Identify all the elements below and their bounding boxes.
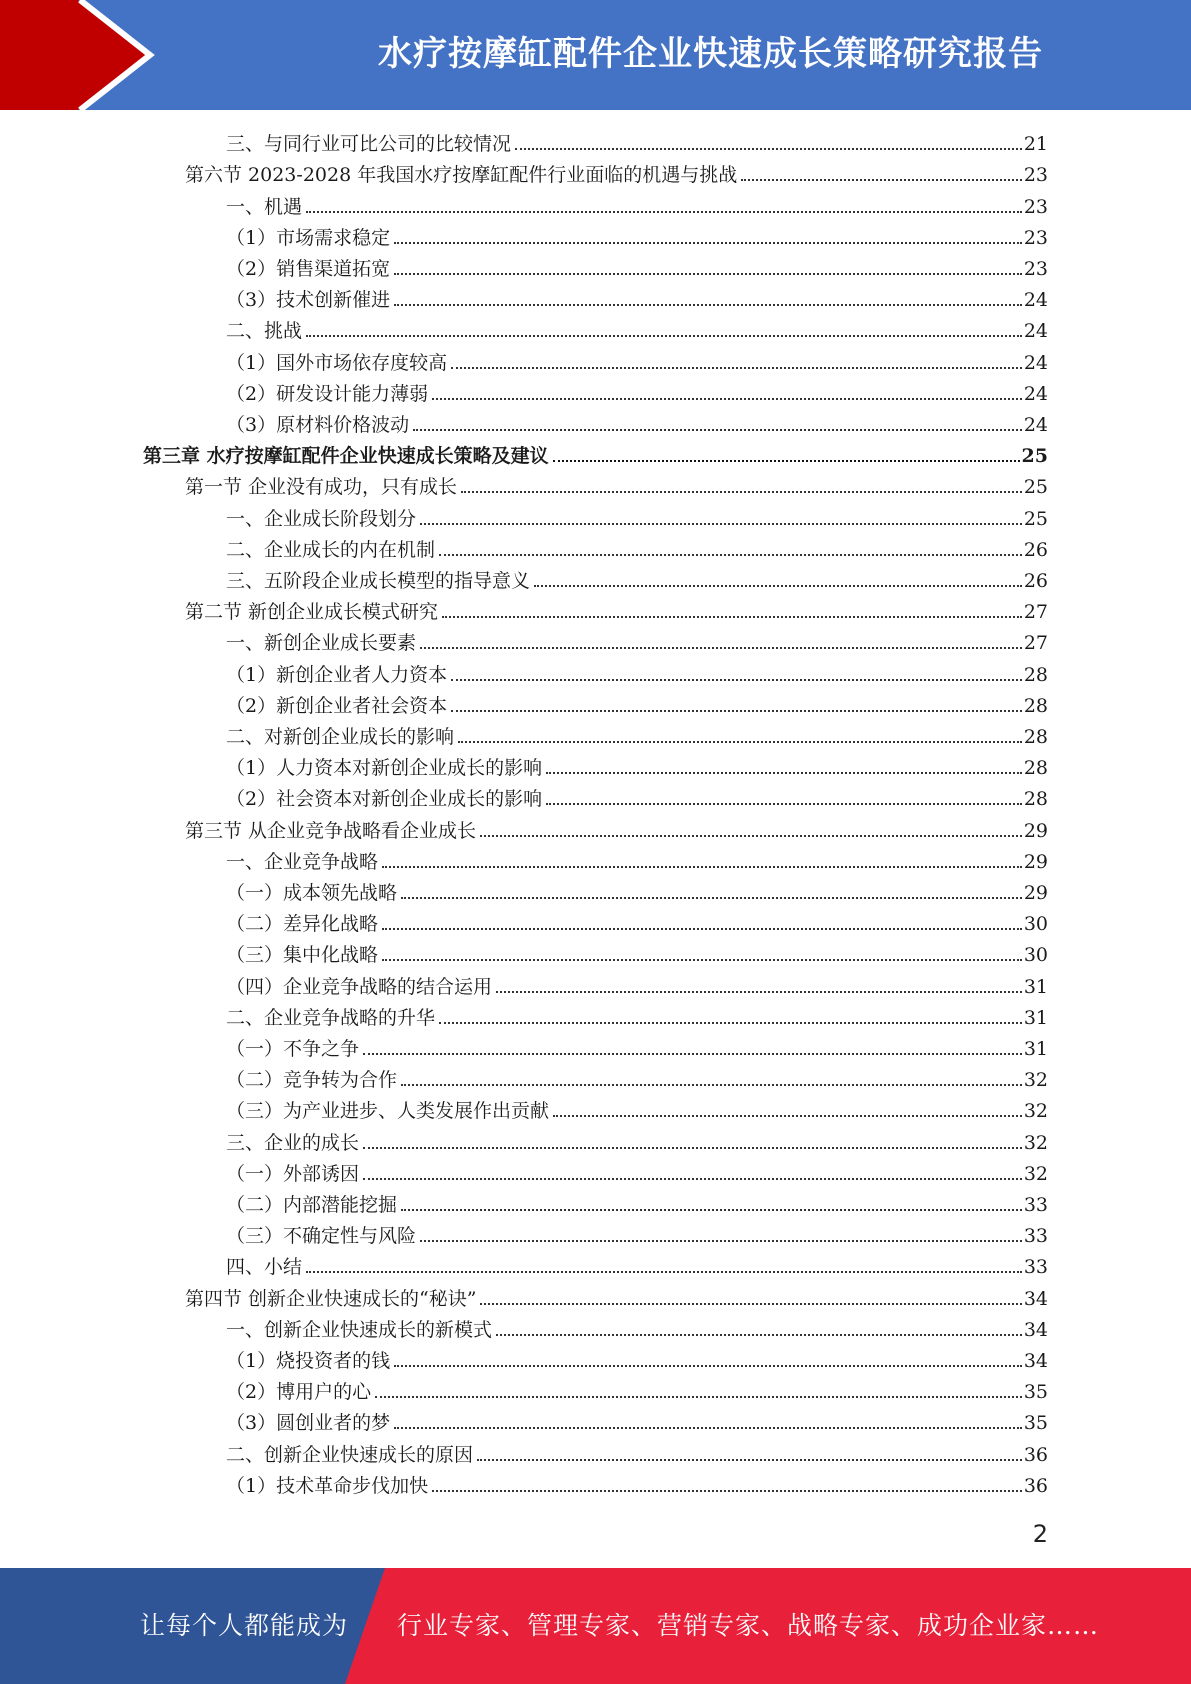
toc-entry-page: 24: [1023, 289, 1048, 312]
toc-entry-label: 二、企业竞争战略的升华: [226, 1006, 436, 1029]
toc-dot-leader: [546, 803, 1022, 805]
toc-entry-page: 36: [1023, 1474, 1048, 1497]
toc-dot-leader: [458, 741, 1022, 743]
toc-entry-page: 34: [1023, 1318, 1048, 1341]
toc-entry-label: 二、企业成长的内在机制: [226, 538, 436, 561]
toc-entry[interactable]: [226, 1220, 1048, 1251]
toc-dot-leader: [480, 835, 1022, 837]
toc-section-entry[interactable]: [185, 159, 1048, 190]
toc-entry[interactable]: [226, 908, 1048, 939]
toc-entry-label: 三、五阶段企业成长模型的指导意义: [226, 569, 531, 592]
toc-entry-label: （一）外部诱因: [226, 1162, 360, 1185]
toc-entry-label: （2）社会资本对新创企业成长的影响: [226, 788, 543, 811]
footer-slogan-right: 行业专家、管理专家、营销专家、战略专家、成功企业家……: [397, 1611, 1100, 1640]
toc-entry-label: 三、企业的成长: [226, 1131, 360, 1154]
toc-entry[interactable]: [226, 502, 1048, 533]
toc-entry-page: 32: [1023, 1069, 1048, 1092]
toc-entry-page: 24: [1023, 382, 1048, 405]
toc-dot-leader: [420, 523, 1022, 525]
toc-entry-label: （1）新创企业者人力资本: [226, 663, 448, 686]
toc-dot-leader: [439, 1022, 1022, 1024]
toc-entry-label: （二）内部潜能挖掘: [226, 1193, 398, 1216]
toc-entry-label: 四、小结: [226, 1256, 303, 1279]
toc-entry-page: 29: [1023, 819, 1048, 842]
toc-entry-page: 32: [1023, 1100, 1048, 1123]
toc-entry-page: 29: [1023, 850, 1048, 873]
toc-entry[interactable]: [226, 190, 1048, 221]
toc-entry[interactable]: [226, 1126, 1048, 1157]
toc-entry-page: 34: [1023, 1287, 1048, 1310]
toc-entry-label: （2）新创企业者社会资本: [226, 694, 448, 717]
toc-entry-page: 24: [1023, 351, 1048, 374]
toc-entry-label: 一、创新企业快速成长的新模式: [226, 1318, 493, 1341]
toc-entry-page: 26: [1023, 569, 1048, 592]
toc-entry[interactable]: [226, 222, 1048, 253]
toc-entry-page: 35: [1023, 1412, 1048, 1435]
toc-entry[interactable]: [226, 1345, 1048, 1376]
toc-entry-page: 28: [1023, 663, 1048, 686]
toc-entry-label: （2）博用户的心: [226, 1381, 372, 1404]
toc-section-entry[interactable]: [185, 814, 1048, 845]
toc-dot-leader: [496, 991, 1022, 993]
toc-dot-leader: [394, 1427, 1022, 1429]
toc-dot-leader: [553, 460, 1020, 462]
toc-entry-label: 第一节 企业没有成功，只有成长: [185, 476, 458, 499]
toc-entry[interactable]: [226, 846, 1048, 877]
toc-entry-label: （二）竞争转为合作: [226, 1069, 398, 1092]
toc-entry-page: 28: [1023, 725, 1048, 748]
toc-entry-label: （3）原材料价格波动: [226, 413, 410, 436]
toc-entry-label: （1）人力资本对新创企业成长的影响: [226, 757, 543, 780]
toc-entry-label: （三）不确定性与风险: [226, 1225, 417, 1248]
header-arrow-decoration: [0, 0, 160, 110]
toc-dot-leader: [461, 491, 1022, 493]
page-footer: [0, 1568, 1191, 1684]
toc-entry[interactable]: [226, 1033, 1048, 1064]
toc-entry-page: 34: [1023, 1349, 1048, 1372]
toc-entry-page: 31: [1023, 1006, 1048, 1029]
toc-dot-leader: [363, 1178, 1022, 1180]
toc-entry-page: 27: [1023, 632, 1048, 655]
toc-entry[interactable]: [226, 1251, 1048, 1282]
toc-entry[interactable]: [226, 346, 1048, 377]
toc-dot-leader: [546, 772, 1022, 774]
toc-entry[interactable]: [226, 783, 1048, 814]
toc-dot-leader: [553, 1115, 1022, 1117]
toc-entry[interactable]: [226, 1314, 1048, 1345]
toc-entry-page: 35: [1023, 1381, 1048, 1404]
toc-entry-page: 28: [1023, 757, 1048, 780]
toc-entry[interactable]: [226, 315, 1048, 346]
toc-dot-leader: [306, 211, 1022, 213]
toc-entry-page: 31: [1023, 975, 1048, 998]
toc-dot-leader: [375, 1396, 1022, 1398]
toc-entry[interactable]: [226, 534, 1048, 565]
toc-dot-leader: [432, 398, 1022, 400]
toc-entry[interactable]: [226, 409, 1048, 440]
toc-entry-page: 28: [1023, 788, 1048, 811]
page-number: 2: [1032, 1520, 1048, 1548]
toc-dot-leader: [306, 335, 1022, 337]
toc-dot-leader: [401, 897, 1022, 899]
toc-entry[interactable]: [226, 253, 1048, 284]
toc-entry-page: 29: [1023, 881, 1048, 904]
toc-entry-label: （三）为产业进步、人类发展作出贡献: [226, 1100, 550, 1123]
report-title: 水疗按摩缸配件企业快速成长策略研究报告: [378, 34, 1043, 74]
toc-entry-label: （3）技术创新催进: [226, 289, 391, 312]
toc-entry-page: 23: [1023, 226, 1048, 249]
toc-entry[interactable]: [226, 1158, 1048, 1189]
toc-dot-leader: [496, 1334, 1022, 1336]
toc-entry-label: 第四节 创新企业快速成长的“秘诀”: [185, 1287, 477, 1310]
toc-entry-label: （1）市场需求稳定: [226, 226, 391, 249]
toc-entry-page: 30: [1023, 913, 1048, 936]
toc-entry-page: 33: [1023, 1193, 1048, 1216]
toc-dot-leader: [480, 1303, 1021, 1305]
toc-entry-label: （一）不争之争: [226, 1037, 360, 1060]
toc-entry[interactable]: [226, 1002, 1048, 1033]
toc-entry[interactable]: [226, 128, 1048, 159]
toc-entry-label: 二、对新创企业成长的影响: [226, 725, 455, 748]
toc-dot-leader: [515, 148, 1022, 150]
toc-dot-leader: [306, 1271, 1022, 1273]
toc-section-entry[interactable]: [185, 471, 1048, 502]
toc-entry[interactable]: [226, 1407, 1048, 1438]
toc-entry-label: 一、企业成长阶段划分: [226, 507, 417, 530]
toc-entry-page: 33: [1023, 1225, 1048, 1248]
toc-entry[interactable]: [226, 658, 1048, 689]
toc-dot-leader: [363, 1053, 1022, 1055]
toc-dot-leader: [401, 1209, 1022, 1211]
toc-entry[interactable]: [226, 1095, 1048, 1126]
toc-entry-page: 31: [1023, 1037, 1048, 1060]
toc-entry[interactable]: [226, 877, 1048, 908]
toc-entry-label: （2）销售渠道拓宽: [226, 257, 391, 280]
toc-dot-leader: [432, 1490, 1022, 1492]
toc-entry-label: 三、与同行业可比公司的比较情况: [226, 133, 512, 156]
toc-entry-label: 第三章 水疗按摩缸配件企业快速成长策略及建议: [143, 445, 549, 468]
toc-dot-leader: [534, 585, 1022, 587]
toc-section-entry[interactable]: [185, 1282, 1048, 1313]
toc-entry-page: 26: [1023, 538, 1048, 561]
toc-dot-leader: [741, 179, 1022, 181]
toc-dot-leader: [413, 429, 1022, 431]
toc-entry-page: 23: [1023, 164, 1048, 187]
toc-dot-leader: [451, 710, 1022, 712]
toc-entry-label: 二、挑战: [226, 320, 303, 343]
toc-entry[interactable]: [226, 378, 1048, 409]
toc-entry-page: 30: [1023, 944, 1048, 967]
toc-entry-page: 25: [1021, 445, 1048, 468]
toc-entry[interactable]: [226, 752, 1048, 783]
toc-chapter-entry[interactable]: [143, 440, 1048, 471]
toc-dot-leader: [394, 242, 1022, 244]
toc-entry-label: （四）企业竞争战略的结合运用: [226, 975, 493, 998]
toc-entry-label: 一、机遇: [226, 195, 303, 218]
toc-entry-page: 24: [1023, 413, 1048, 436]
toc-entry-page: 28: [1023, 694, 1048, 717]
toc-entry-page: 24: [1023, 320, 1048, 343]
toc-dot-leader: [451, 679, 1022, 681]
toc-dot-leader: [420, 1240, 1022, 1242]
toc-entry-label: 一、企业竞争战略: [226, 850, 379, 873]
toc-entry-label: 一、新创企业成长要素: [226, 632, 417, 655]
page-header: [0, 0, 1191, 110]
toc-entry-page: 25: [1023, 476, 1048, 499]
toc-entry[interactable]: [226, 1064, 1048, 1095]
footer-slogan-left: 让每个人都能成为: [140, 1611, 349, 1640]
toc-dot-leader: [401, 1084, 1022, 1086]
toc-dot-leader: [382, 959, 1022, 961]
toc-dot-leader: [439, 554, 1022, 556]
toc-entry[interactable]: [226, 721, 1048, 752]
toc-dot-leader: [420, 647, 1022, 649]
toc-entry[interactable]: [226, 1438, 1048, 1469]
toc-entry[interactable]: [226, 627, 1048, 658]
toc-entry-label: （一）成本领先战略: [226, 881, 398, 904]
toc-dot-leader: [394, 304, 1022, 306]
toc-dot-leader: [394, 273, 1022, 275]
toc-dot-leader: [451, 367, 1022, 369]
toc-entry-label: （1）烧投资者的钱: [226, 1349, 391, 1372]
toc-dot-leader: [382, 928, 1022, 930]
toc-entry[interactable]: [226, 1376, 1048, 1407]
toc-entry-page: 23: [1023, 257, 1048, 280]
toc-entry-page: 36: [1023, 1443, 1048, 1466]
toc-entry-page: 32: [1023, 1162, 1048, 1185]
toc-entry-label: （三）集中化战略: [226, 944, 379, 967]
toc-entry-label: 第二节 新创企业成长模式研究: [185, 601, 439, 624]
toc-entry[interactable]: [226, 939, 1048, 970]
toc-section-entry[interactable]: [185, 596, 1048, 627]
toc-entry[interactable]: [226, 1470, 1048, 1501]
toc-entry-page: 33: [1023, 1256, 1048, 1279]
toc-entry-label: （1）国外市场依存度较高: [226, 351, 448, 374]
toc-entry[interactable]: [226, 284, 1048, 315]
toc-entry[interactable]: [226, 1189, 1048, 1220]
toc-entry-page: 25: [1023, 507, 1048, 530]
toc-entry-label: 第三节 从企业竞争战略看企业成长: [185, 819, 477, 842]
toc-entry[interactable]: [226, 690, 1048, 721]
toc-entry[interactable]: [226, 565, 1048, 596]
toc-entry[interactable]: [226, 970, 1048, 1001]
toc-entry-page: 27: [1023, 601, 1048, 624]
toc-dot-leader: [477, 1459, 1022, 1461]
toc-entry-page: 32: [1023, 1131, 1048, 1154]
toc-entry-label: （3）圆创业者的梦: [226, 1412, 391, 1435]
toc-entry-label: （二）差异化战略: [226, 913, 379, 936]
toc-dot-leader: [442, 616, 1022, 618]
toc-entry-label: （2）研发设计能力薄弱: [226, 382, 429, 405]
toc-entry-label: 第六节 2023-2028 年我国水疗按摩缸配件行业面临的机遇与挑战: [185, 164, 738, 187]
toc-entry-label: 二、创新企业快速成长的原因: [226, 1443, 474, 1466]
toc-entry-page: 23: [1023, 195, 1048, 218]
toc-entry-label: （1）技术革命步伐加快: [226, 1474, 429, 1497]
toc-dot-leader: [363, 1147, 1022, 1149]
toc-dot-leader: [394, 1365, 1022, 1367]
toc-dot-leader: [382, 866, 1022, 868]
toc-entry-page: 21: [1023, 133, 1048, 156]
